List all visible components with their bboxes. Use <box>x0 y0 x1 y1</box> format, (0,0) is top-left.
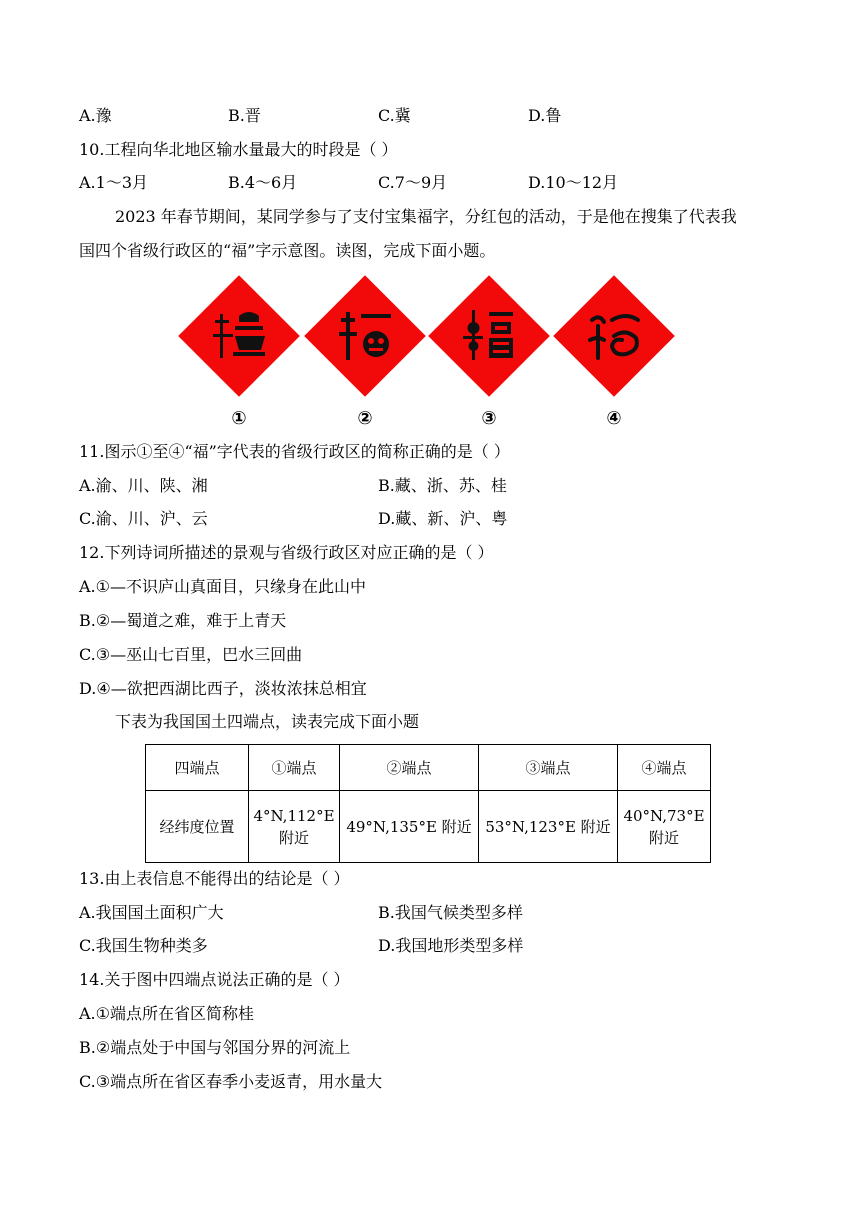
q12-option-c: C.③—巫山七百里，巴水三回曲 <box>79 645 303 664</box>
q11-option-c: C.渝、川、沪、云 <box>79 509 208 528</box>
q13-question: 13.由上表信息不能得出的结论是（ ） <box>79 869 350 888</box>
sichuan-fu-icon <box>335 306 395 366</box>
table-header-cell: ③端点 <box>479 745 618 791</box>
q10-option-d: D.10～12月 <box>528 173 619 192</box>
fu-label-3: ③ <box>481 408 497 429</box>
table-header-cell: ②端点 <box>340 745 479 791</box>
table-row-label: 经纬度位置 <box>146 791 249 863</box>
q11-options-row2 <box>79 509 719 529</box>
table-cell-line: 附近 <box>648 828 679 847</box>
table-cell <box>479 791 618 863</box>
table-cell <box>618 791 711 863</box>
q13-option-d: D.我国地形类型多样 <box>378 936 524 955</box>
fu-label-4: ④ <box>606 408 622 429</box>
q10-options <box>79 173 719 193</box>
table-header-row <box>146 745 711 791</box>
q10-option-c: C.7～9月 <box>378 173 448 192</box>
q12-option-b: B.②—蜀道之难，难于上青天 <box>79 611 287 630</box>
q12-option-d: D.④—欲把西湖比西子，淡妆浓抹总相宜 <box>79 679 367 698</box>
q10-question: 10.工程向华北地区输水量最大的时段是（ ） <box>79 140 398 159</box>
fu-figure <box>0 275 860 435</box>
table-header-cell: 四端点 <box>146 745 249 791</box>
fu-label-1: ① <box>231 408 247 429</box>
q12-question: 12.下列诗词所描述的景观与省级行政区对应正确的是（ ） <box>79 543 494 562</box>
table-header-cell: ①端点 <box>249 745 340 791</box>
q10-option-a: A.1～3月 <box>79 173 149 192</box>
intro-fu-line1: 2023 年春节期间，某同学参与了支付宝集福字，分红包的活动，于是他在搜集了代表我 <box>115 207 737 226</box>
table-cell-line: 4°N,112°E <box>253 806 335 825</box>
fu-diamond-1 <box>178 275 300 429</box>
q9-options <box>79 106 719 126</box>
fu-diamond-3 <box>428 275 550 429</box>
q11-option-d: D.藏、新、沪、粤 <box>378 509 508 528</box>
q9-option-d: D.鲁 <box>528 106 562 125</box>
yunnan-fu-icon <box>584 306 644 366</box>
q14-question: 14.关于图中四端点说法正确的是（ ） <box>79 970 350 989</box>
table-header-cell: ④端点 <box>618 745 711 791</box>
q13-option-c: C.我国生物种类多 <box>79 936 208 955</box>
q12-option-a: A.①—不识庐山真面目，只缘身在此山中 <box>79 577 366 596</box>
table-cell <box>340 791 479 863</box>
fu-diamond-2 <box>304 275 426 429</box>
q11-option-b: B.藏、浙、苏、桂 <box>378 476 507 495</box>
table-cell-line: 53°N,123°E 附近 <box>485 817 611 836</box>
q14-option-a: A.①端点所在省区简称桂 <box>79 1004 254 1023</box>
intro-fu-line2: 国四个省级行政区的“福”字示意图。读图，完成下面小题。 <box>79 241 496 260</box>
q10-option-b: B.4～6月 <box>228 173 298 192</box>
intro-table: 下表为我国国土四端点，读表完成下面小题 <box>115 712 420 731</box>
table-cell-line: 49°N,135°E 附近 <box>346 817 472 836</box>
table-row <box>146 791 711 863</box>
q11-options-row1 <box>79 476 719 496</box>
q9-option-b: B.晋 <box>228 106 261 125</box>
fu-label-2: ② <box>357 408 373 429</box>
table-cell-line: 附近 <box>278 828 309 847</box>
table-cell <box>249 791 340 863</box>
q13-options-row2 <box>79 936 719 956</box>
chongqing-fu-icon <box>209 306 269 366</box>
q13-options-row1 <box>79 903 719 923</box>
q14-option-c: C.③端点所在省区春季小麦返青，用水量大 <box>79 1072 383 1091</box>
q11-option-a: A.渝、川、陕、湘 <box>79 476 208 495</box>
table-cell-line: 40°N,73°E <box>623 806 705 825</box>
q13-option-a: A.我国国土面积广大 <box>79 903 224 922</box>
q13-option-b: B.我国气候类型多样 <box>378 903 523 922</box>
q11-question: 11.图示①至④“福”字代表的省级行政区的简称正确的是（ ） <box>79 442 510 461</box>
q9-option-c: C.冀 <box>378 106 411 125</box>
shanghai-fu-icon <box>459 306 519 366</box>
extreme-points-table <box>145 744 711 863</box>
q14-option-b: B.②端点处于中国与邻国分界的河流上 <box>79 1038 351 1057</box>
fu-diamond-4 <box>553 275 675 429</box>
q9-option-a: A.豫 <box>79 106 112 125</box>
